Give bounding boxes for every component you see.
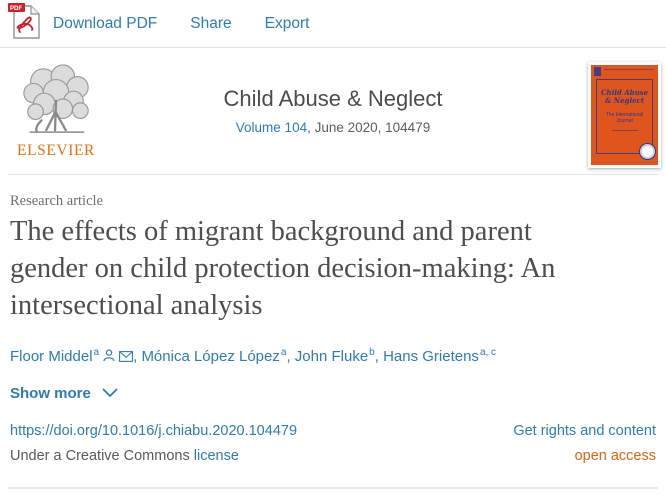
- banner-divider: [8, 174, 658, 175]
- show-more-button[interactable]: [10, 385, 130, 402]
- author-affiliation-sup: a, c: [479, 347, 497, 358]
- article-title-line: gender on child protection decision-making: An: [10, 253, 556, 284]
- article-header: [0, 193, 666, 489]
- chevron-down-icon: [91, 385, 118, 402]
- author-list: [10, 347, 656, 366]
- toolbar: [0, 0, 666, 48]
- get-rights-link[interactable]: Get rights and content: [513, 423, 656, 439]
- author-link[interactable]: John Fluke$^b$: [294, 347, 375, 365]
- export-button[interactable]: Export: [264, 14, 310, 32]
- article-type-label: Research article: [10, 193, 103, 209]
- cover-subtitle: The International Journal: [605, 112, 644, 124]
- issue-info: , June 2020, 104479: [307, 120, 431, 135]
- journal-info: [150, 86, 516, 135]
- svg-text:PDF: PDF: [10, 6, 22, 12]
- license-text: Under a Creative Commons license: [10, 448, 239, 464]
- show-more-label: Show more: [10, 385, 91, 402]
- volume-link[interactable]: Volume 104: [235, 120, 308, 135]
- open-access-label: open access: [574, 448, 656, 464]
- license-row: [10, 448, 656, 464]
- elsevier-logo[interactable]: [10, 62, 102, 160]
- journal-cover-thumbnail[interactable]: [588, 62, 661, 168]
- elsevier-wordmark: ELSEVIER: [17, 142, 95, 159]
- author-link[interactable]: Hans Grietens$^{a, c}$: [383, 347, 497, 365]
- article-title: [10, 213, 656, 324]
- doi-link[interactable]: https://doi.org/10.1016/j.chiabu.2020.104479: [10, 423, 298, 439]
- download-pdf-button[interactable]: [8, 2, 157, 45]
- author-separator: ,: [286, 348, 295, 365]
- author-separator: ,: [374, 348, 384, 365]
- cover-emblem: [594, 67, 601, 76]
- cover-rule: [612, 130, 638, 131]
- cover-art: [591, 65, 658, 165]
- journal-banner: [0, 48, 666, 174]
- share-button[interactable]: Share: [190, 14, 232, 32]
- author-link[interactable]: Floor Middel$^a$: [10, 347, 100, 365]
- article-title-line: The effects of migrant background and parent: [10, 216, 532, 247]
- article-title-line: intersectional analysis: [10, 290, 263, 321]
- download-pdf-label[interactable]: Download PDF: [53, 14, 158, 32]
- section-divider: [8, 487, 658, 489]
- license-link[interactable]: license: [193, 448, 239, 464]
- author-separator: ,: [133, 348, 142, 365]
- cover-top-rule: [604, 69, 654, 70]
- cover-society-badge: [639, 143, 656, 160]
- journal-issue-line: [150, 120, 516, 135]
- doi-row: [10, 423, 656, 439]
- journal-title-link[interactable]: Child Abuse & Neglect: [223, 86, 443, 111]
- corresponding-author-envelope-icon: [119, 349, 133, 366]
- author-profile-icon: [103, 349, 115, 366]
- author-link[interactable]: Mónica López López$^a$: [141, 347, 287, 365]
- pdf-file-icon[interactable]: [8, 2, 42, 45]
- elsevier-tree-icon: [12, 123, 100, 140]
- author-affiliation-sup: a: [280, 347, 287, 358]
- author-affiliation-sup: a: [93, 347, 100, 358]
- cover-title: Child Abuse & Neglect: [600, 88, 649, 105]
- author-affiliation-sup: b: [369, 347, 375, 358]
